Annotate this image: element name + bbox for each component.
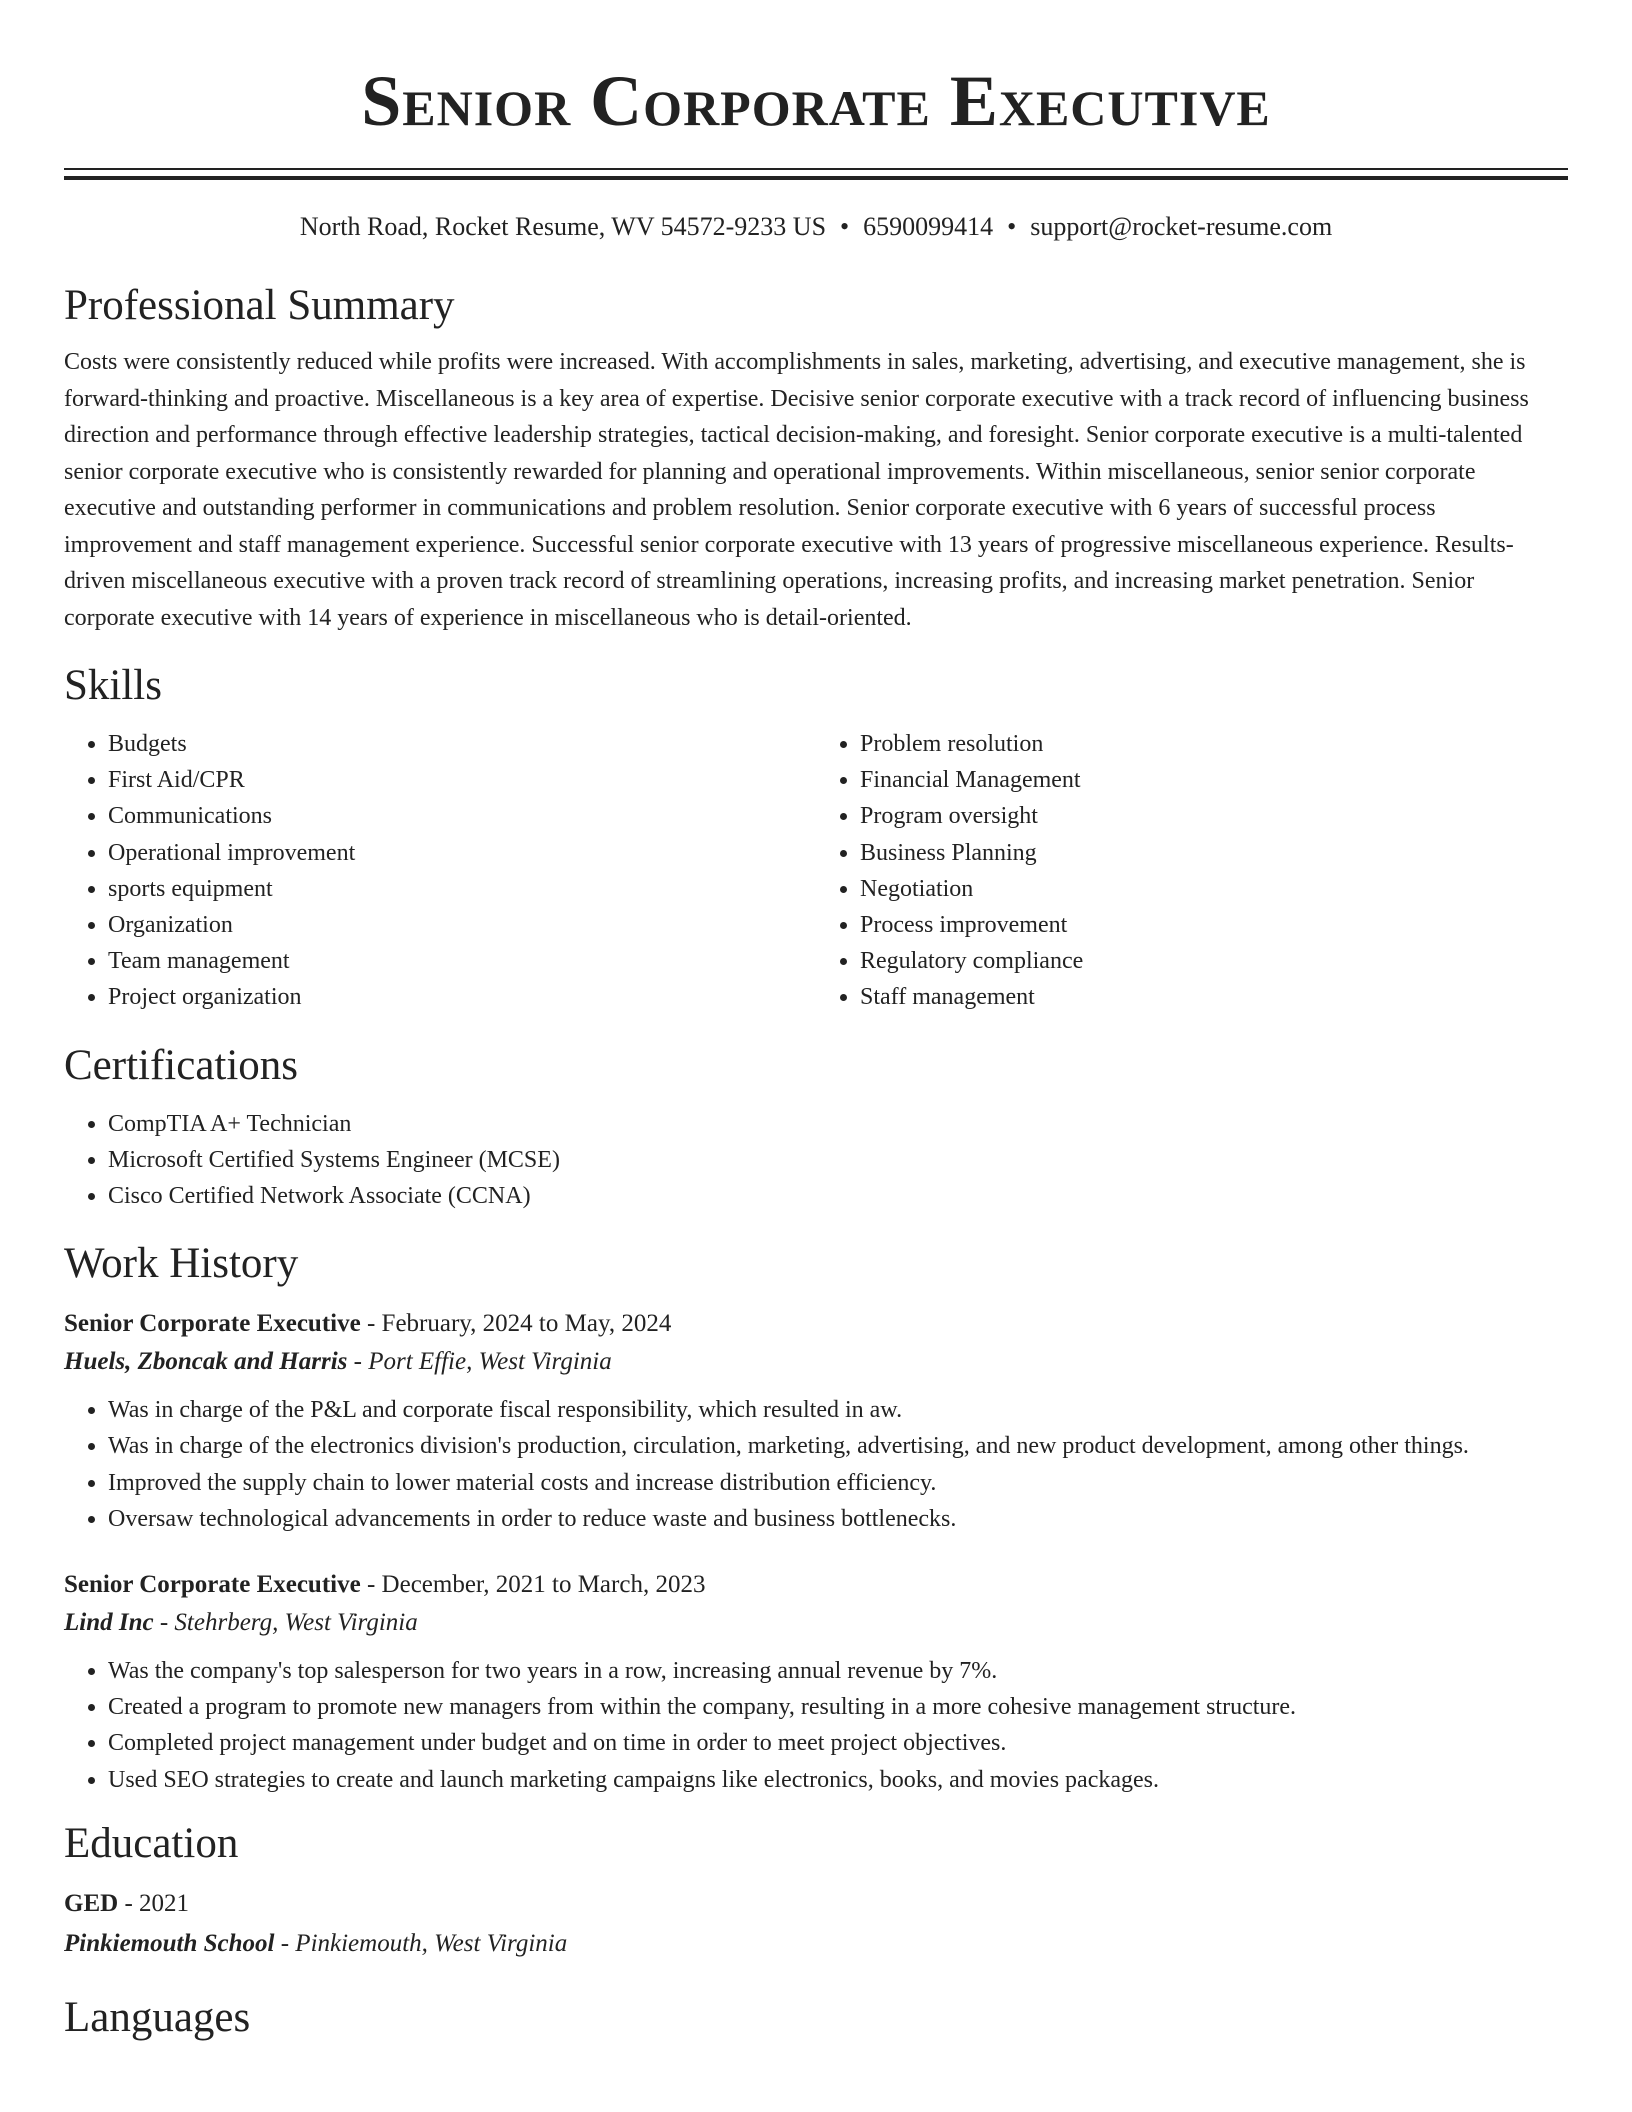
contact-separator: • — [840, 212, 850, 241]
job-bullets — [64, 1392, 1568, 1537]
job-bullet: • Oversaw technological advancements in order to reduce waste and business bottlenecks. — [108, 1501, 1568, 1537]
job-company-line — [64, 1342, 1568, 1382]
skill-item: • Budgets — [108, 726, 816, 762]
job-location: - Port Effie, West Virginia — [353, 1348, 612, 1376]
job-bullet: • Completed project management under budget and on time in order to meet project objectives. — [108, 1725, 1568, 1761]
job-title-line — [64, 1567, 1568, 1603]
certification-item: • Cisco Certified Network Associate (CCNA) — [108, 1178, 1568, 1214]
section-heading-certifications: Certifications — [64, 1041, 299, 1089]
skill-item: • Staff management — [860, 979, 1568, 1015]
summary-text: Costs were consistently reduced while profits were increased. With accomplishments in sales, marketing, advertising, and executive management, she is forward-thinking and proactive. Miscellaneous is a key area of expertise. Decisive senior corporate executive with a track record of influencing business direction and performance through effective leadership strategies, tactical decision-making, and foresight. Senior corporate executive is a multi-talented senior corporate executive who is consistently rewarded for planning and operational improvements. Within miscellaneous, senior senior corporate executive and outstanding performer in communications and problem resolution. Senior corporate executive with 6 years of successful process improvement and staff management experience. Successful senior corporate executive with 13 years of progressive miscellaneous experience. Results-driven miscellaneous executive with a proven track record of streamlining operations, increasing profits, and increasing market penetration. Senior corporate executive with 14 years of experience in miscellaneous who is detail-oriented. — [64, 349, 1529, 631]
skills-columns — [64, 726, 1568, 1016]
skill-item: • Financial Management — [860, 762, 1568, 798]
skill-item: • Organization — [108, 907, 816, 943]
certification-item: • Microsoft Certified Systems Engineer (MCSE) — [108, 1142, 1568, 1178]
resume-name: Senior Corporate Executive — [361, 61, 1271, 141]
contact-address: North Road, Rocket Resume, WV 54572-9233 US — [299, 212, 827, 241]
job-bullet: • Used SEO strategies to create and launch marketing campaigns like electronics, books, and movies packages. — [108, 1762, 1568, 1798]
work-history-section — [64, 1238, 1568, 1798]
skill-item: • Project organization — [108, 979, 816, 1015]
skill-item: • Negotiation — [860, 871, 1568, 907]
job-dates: - February, 2024 to May, 2024 — [366, 1310, 672, 1338]
education-school-line — [64, 1924, 1568, 1964]
education-degree-line — [64, 1884, 1568, 1924]
section-heading-languages: Languages — [64, 1993, 251, 2041]
languages-section — [64, 1992, 1568, 2044]
job-bullet: • Improved the supply chain to lower material costs and increase distribution efficiency. — [108, 1465, 1568, 1501]
skill-item: • Operational improvement — [108, 835, 816, 871]
section-heading-work-history: Work History — [64, 1240, 299, 1288]
education-year: - 2021 — [124, 1889, 190, 1917]
skill-item: • Regulatory compliance — [860, 943, 1568, 979]
job-entry — [64, 1306, 1568, 1537]
skill-item: • Business Planning — [860, 835, 1568, 871]
section-heading-education: Education — [64, 1819, 239, 1867]
section-heading-skills: Skills — [64, 662, 162, 709]
job-title-line — [64, 1306, 1568, 1342]
job-company-line — [64, 1603, 1568, 1643]
header-rule-thin — [64, 168, 1568, 170]
contact-email: support@rocket-resume.com — [1030, 212, 1333, 241]
job-company: Lind Inc — [64, 1609, 154, 1637]
certifications-section — [64, 1040, 1568, 1215]
header-rule-thick — [64, 176, 1568, 180]
section-heading-summary: Professional Summary — [64, 282, 455, 329]
skills-list-right — [816, 726, 1568, 1016]
contact-phone: 6590099414 — [863, 212, 994, 241]
certification-item: • CompTIA A+ Technician — [108, 1106, 1568, 1142]
skill-item: • Program oversight — [860, 798, 1568, 834]
job-title: Senior Corporate Executive — [64, 1310, 361, 1338]
skill-item: • Team management — [108, 943, 816, 979]
job-dates: - December, 2021 to March, 2023 — [366, 1571, 706, 1599]
skill-item: • First Aid/CPR — [108, 762, 816, 798]
education-school: Pinkiemouth School — [64, 1929, 275, 1957]
job-bullet: • Was in charge of the electronics division's production, circulation, marketing, advertising, and new product development, among other things. — [108, 1428, 1568, 1464]
skill-item: • Process improvement — [860, 907, 1568, 943]
job-location: - Stehrberg, West Virginia — [159, 1609, 418, 1637]
skill-item: • Problem resolution — [860, 726, 1568, 762]
education-degree: GED — [64, 1889, 119, 1917]
certifications-list — [64, 1106, 1568, 1215]
resume-page — [64, 0, 1568, 2044]
skill-item: • sports equipment — [108, 871, 816, 907]
job-bullet: • Was the company's top salesperson for two years in a row, increasing annual revenue by 7%. — [108, 1653, 1568, 1689]
skills-section — [64, 660, 1568, 1016]
education-location: - Pinkiemouth, West Virginia — [280, 1929, 568, 1957]
job-bullet: • Was in charge of the P&L and corporate fiscal responsibility, which resulted in aw. — [108, 1392, 1568, 1428]
job-company: Huels, Zboncak and Harris — [64, 1348, 348, 1376]
summary-section — [64, 280, 1568, 636]
job-title: Senior Corporate Executive — [64, 1571, 361, 1599]
skills-list-left — [64, 726, 816, 1016]
contact-separator: • — [1007, 212, 1017, 241]
job-bullets — [64, 1653, 1568, 1798]
contact-line — [64, 210, 1568, 244]
job-bullet: • Created a program to promote new managers from within the company, resulting in a more cohesive management structure. — [108, 1689, 1568, 1725]
skill-item: • Communications — [108, 798, 816, 834]
job-entry — [64, 1567, 1568, 1798]
education-section — [64, 1818, 1568, 1964]
